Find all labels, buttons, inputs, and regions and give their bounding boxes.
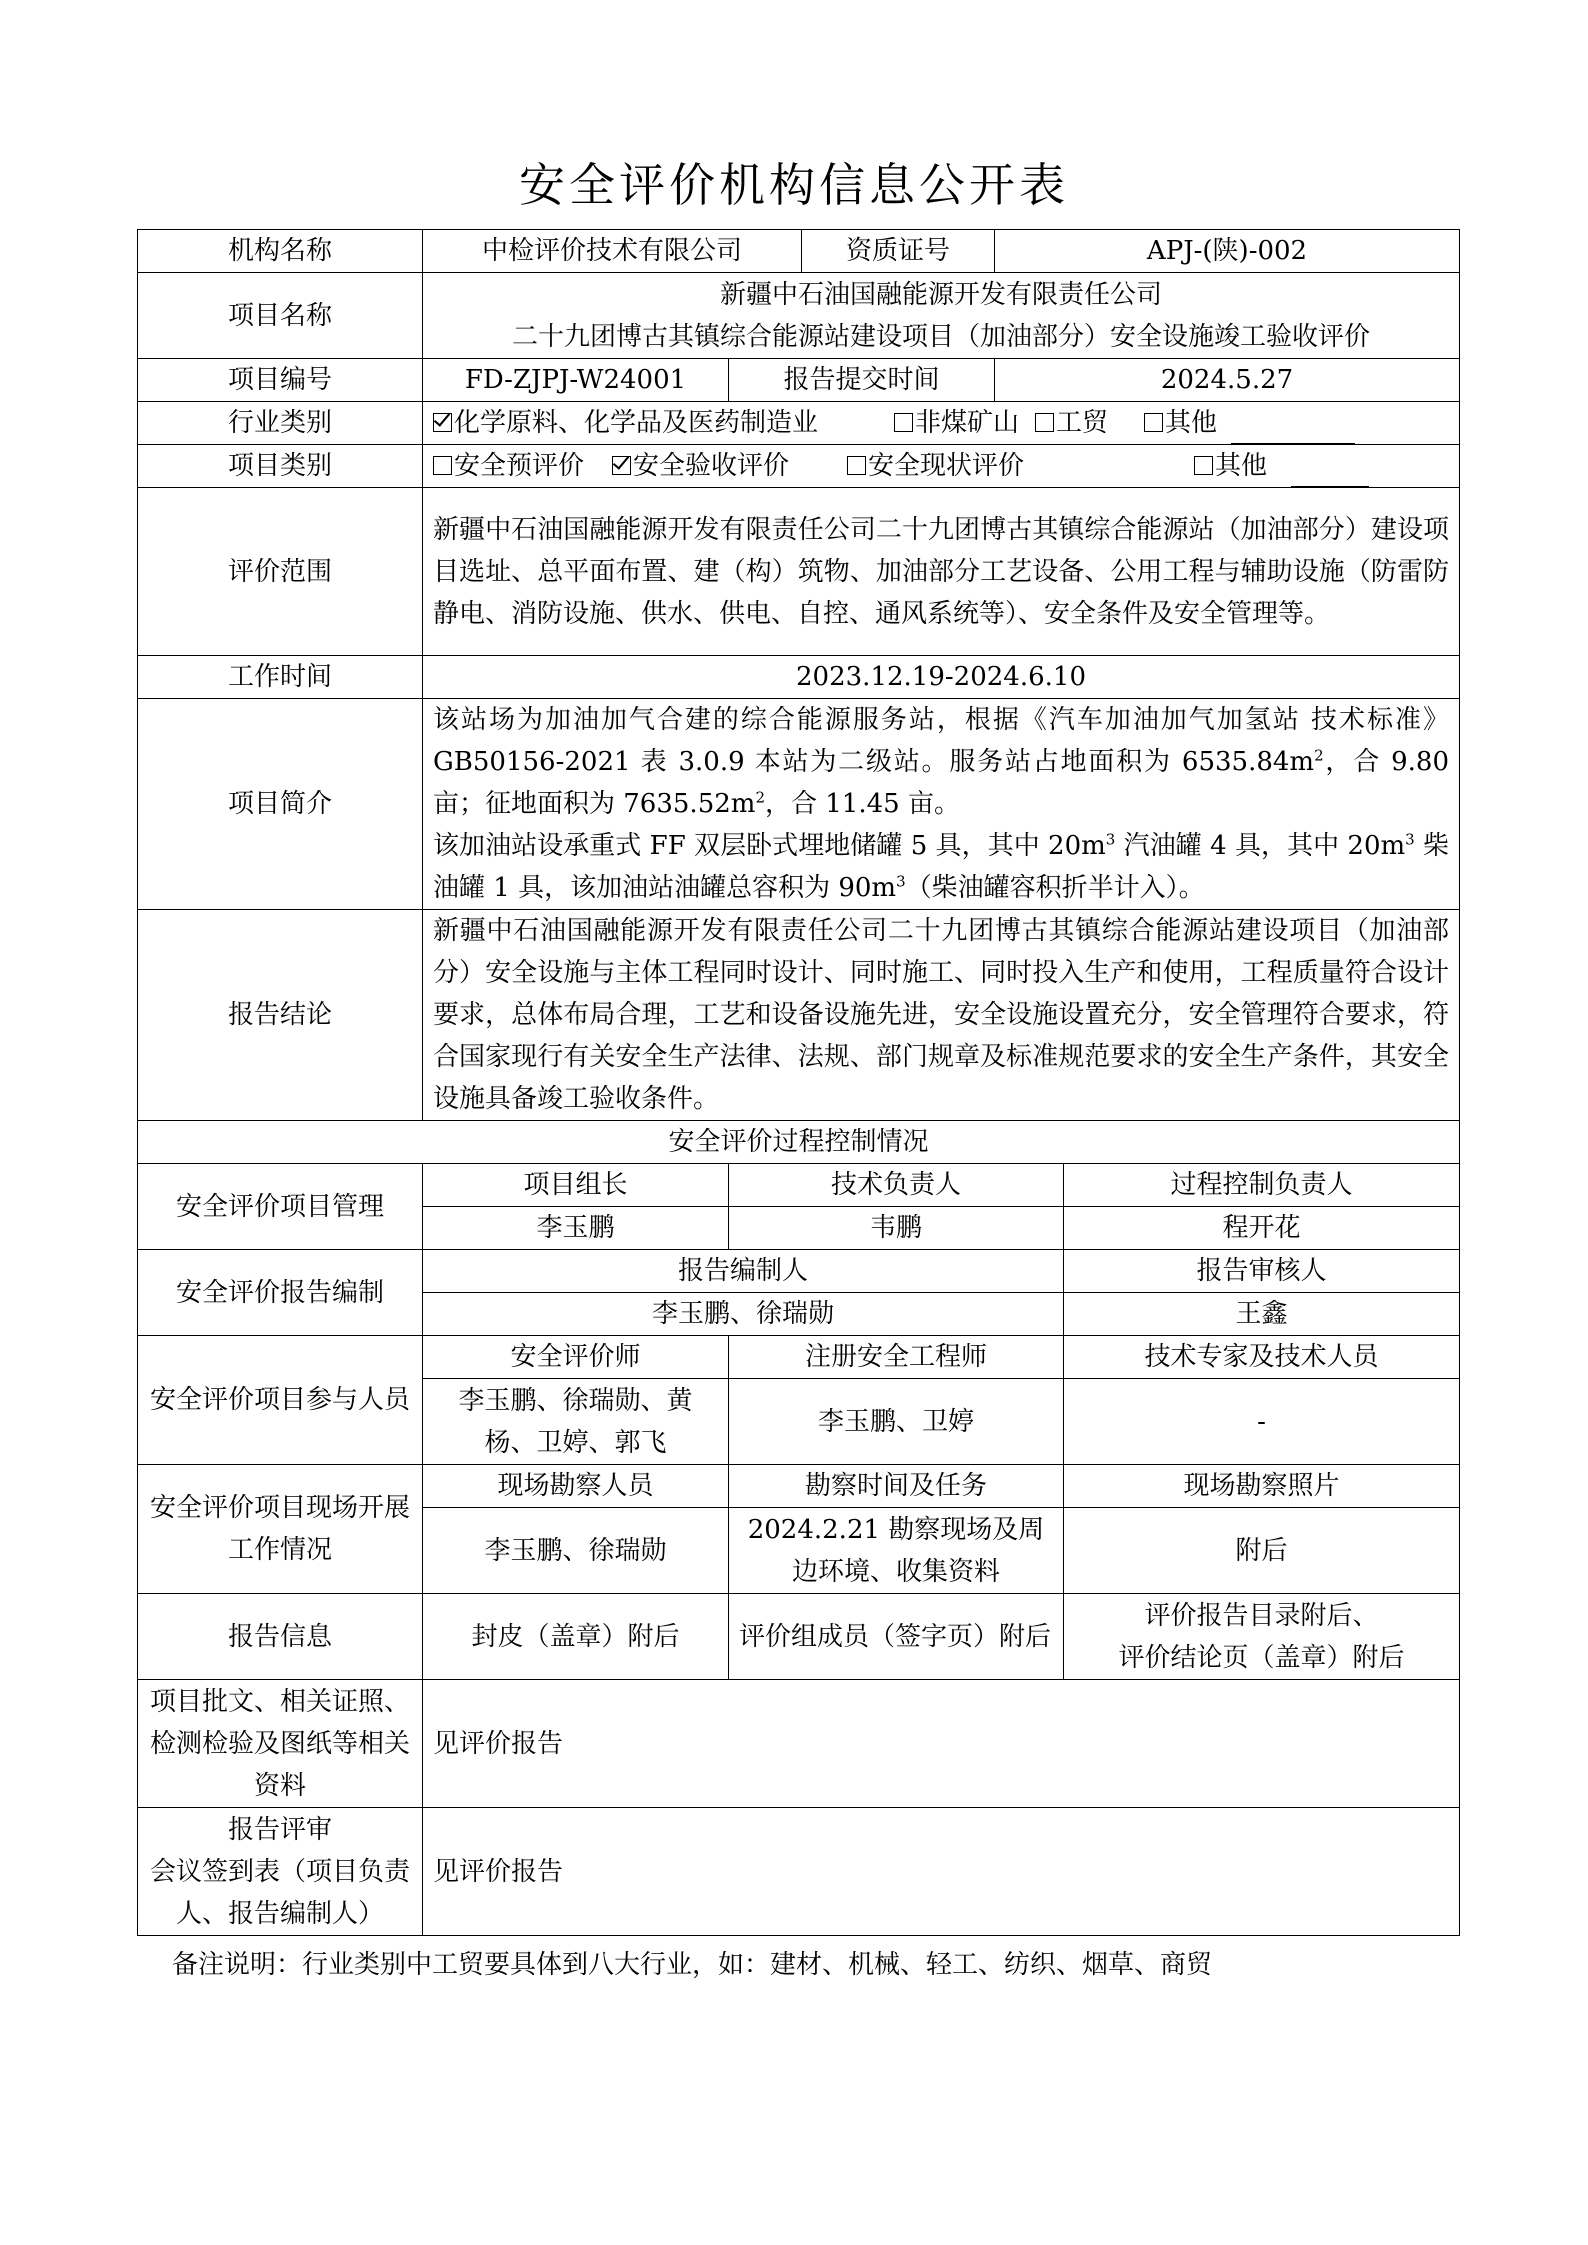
org-row xyxy=(138,230,1460,273)
site-time: 2024.2.21 勘察现场及周边环境、收集资料 xyxy=(729,1508,1064,1594)
scope-label: 评价范围 xyxy=(138,488,423,656)
project-no-value: FD-ZJPJ-W24001 xyxy=(423,359,729,402)
checkbox-icon xyxy=(1194,456,1213,475)
industry-option-mining-label: 非煤矿山 xyxy=(915,408,1020,438)
org-value: 中检评价技术有限公司 xyxy=(423,230,802,273)
project-no-label: 项目编号 xyxy=(138,359,423,402)
type-option-pre-label: 安全预评价 xyxy=(454,451,585,481)
intro-paragraph-2: 该加油站设承重式 FF 双层卧式埋地储罐 5 具，其中 $20m^3$ 汽油罐 4 具，其中 $20m^3$ 柴油罐 1 具，该加油站油罐总容积为 $90m^3$（柴油罐容积折半计入）。 xyxy=(433,830,1450,903)
site-staff: 李玉鹏、徐瑞勋 xyxy=(423,1508,729,1594)
report-info-cover: 封皮（盖章）附后 xyxy=(423,1594,729,1680)
docs-label: 项目批文、相关证照、检测检验及图纸等相关资料 xyxy=(138,1680,423,1808)
checked-box-icon xyxy=(612,456,631,475)
checkbox-icon xyxy=(1035,413,1054,432)
report-info-contents-line2: 评价结论页（盖章）附后 xyxy=(1118,1642,1405,1673)
compile-label: 安全评价报告编制 xyxy=(138,1250,423,1336)
cert-label: 资质证号 xyxy=(802,230,995,273)
industry-option-other[interactable] xyxy=(1144,402,1217,444)
work-time-value: 2023.12.19-2024.6.10 xyxy=(423,656,1460,699)
participants-evaluator: 李玉鹏、徐瑞勋、黄杨、卫婷、郭飞 xyxy=(423,1379,729,1465)
management-control: 程开花 xyxy=(1064,1207,1460,1250)
participants-header-evaluator: 安全评价师 xyxy=(423,1336,729,1379)
site-header-row xyxy=(138,1465,1460,1508)
intro-value xyxy=(423,699,1460,910)
management-header-tech: 技术负责人 xyxy=(729,1164,1064,1207)
info-table xyxy=(137,229,1460,1936)
compile-header-row xyxy=(138,1250,1460,1293)
compile-header-reviewer: 报告审核人 xyxy=(1064,1250,1460,1293)
signin-label-line1: 报告评审 xyxy=(227,1814,332,1845)
submit-time-value: 2024.5.27 xyxy=(995,359,1460,402)
checkbox-icon xyxy=(847,456,866,475)
checked-box-icon xyxy=(433,413,452,432)
industry-option-mining[interactable] xyxy=(894,402,1019,444)
report-info-signatures: 评价组成员（签字页）附后 xyxy=(729,1594,1064,1680)
checkbox-icon xyxy=(433,456,452,475)
checkbox-icon xyxy=(1144,413,1163,432)
site-header-time: 勘察时间及任务 xyxy=(729,1465,1064,1508)
signin-label xyxy=(138,1808,423,1936)
industry-option-chemical[interactable] xyxy=(433,402,818,444)
industry-option-trade-label: 工贸 xyxy=(1056,408,1109,438)
project-no-row xyxy=(138,359,1460,402)
site-header-photos: 现场勘察照片 xyxy=(1064,1465,1460,1508)
footnote: 备注说明：行业类别中工贸要具体到八大行业，如：建材、机械、轻工、纺织、烟草、商贸 xyxy=(172,1950,1213,1980)
industry-label: 行业类别 xyxy=(138,402,423,445)
compile-header-author: 报告编制人 xyxy=(423,1250,1064,1293)
participants-engineer: 李玉鹏、卫婷 xyxy=(729,1379,1064,1465)
page-title: 安全评价机构信息公开表 xyxy=(519,158,1069,212)
compile-author: 李玉鹏、徐瑞勋 xyxy=(423,1293,1064,1336)
project-type-row xyxy=(138,445,1460,488)
compile-reviewer: 王鑫 xyxy=(1064,1293,1460,1336)
process-title-row xyxy=(138,1121,1460,1164)
intro-paragraph-1: 该站场为加油加气合建的综合能源服务站，根据《汽车加油加气加氢站 技术标准》GB50156-2021 表 3.0.9 本站为二级站。服务站占地面积为 $6535.84m^2$，合 9.80 亩；征地面积为 $7635.52m^2$，合 11.45 亩。 xyxy=(433,705,1450,819)
type-option-status[interactable] xyxy=(847,445,1024,487)
project-name-line1: 新疆中石油国融能源开发有限责任公司 xyxy=(720,279,1163,310)
scope-row xyxy=(138,488,1460,656)
scope-value: 新疆中石油国融能源开发有限责任公司二十九团博古其镇综合能源站（加油部分）建设项目选址、总平面布置、建（构）筑物、加油部分工艺设备、公用工程与辅助设施（防雷防静电、消防设施、供水、供电、自控、通风系统等）、安全条件及安全管理等。 xyxy=(423,488,1460,656)
type-option-acceptance-label: 安全验收评价 xyxy=(633,451,790,481)
project-name-line2: 二十九团博古其镇综合能源站建设项目（加油部分）安全设施竣工验收评价 xyxy=(512,321,1371,352)
intro-row xyxy=(138,699,1460,910)
conclusion-label: 报告结论 xyxy=(138,910,423,1121)
industry-other-blank xyxy=(1231,413,1355,444)
project-name-value xyxy=(423,273,1460,359)
management-header-row xyxy=(138,1164,1460,1207)
submit-time-label: 报告提交时间 xyxy=(729,359,995,402)
management-header-control: 过程控制负责人 xyxy=(1064,1164,1460,1207)
project-type-label: 项目类别 xyxy=(138,445,423,488)
industry-option-chemical-label: 化学原料、化学品及医药制造业 xyxy=(454,408,819,438)
checkbox-icon xyxy=(894,413,913,432)
management-header-leader: 项目组长 xyxy=(423,1164,729,1207)
report-info-contents xyxy=(1064,1594,1460,1680)
site-label: 安全评价项目现场开展工作情况 xyxy=(138,1465,423,1594)
management-tech: 韦鹏 xyxy=(729,1207,1064,1250)
work-time-row xyxy=(138,656,1460,699)
signin-label-line2: 会议签到表（项目负责人、报告编制人） xyxy=(149,1856,410,1929)
industry-option-other-label: 其他 xyxy=(1165,408,1218,438)
industry-row xyxy=(138,402,1460,445)
signin-value: 见评价报告 xyxy=(423,1808,1460,1936)
work-time-label: 工作时间 xyxy=(138,656,423,699)
site-photos: 附后 xyxy=(1064,1508,1460,1594)
cert-value: APJ-(陕)-002 xyxy=(995,230,1460,273)
project-name-label: 项目名称 xyxy=(138,273,423,359)
process-title: 安全评价过程控制情况 xyxy=(138,1121,1460,1164)
type-other-blank xyxy=(1291,456,1369,487)
report-info-contents-line1: 评价报告目录附后、 xyxy=(1144,1600,1379,1631)
type-option-pre[interactable] xyxy=(433,445,584,487)
participants-expert: - xyxy=(1064,1379,1460,1465)
docs-value: 见评价报告 xyxy=(423,1680,1460,1808)
industry-options xyxy=(423,402,1460,445)
type-option-other-label: 其他 xyxy=(1215,451,1268,481)
participants-label: 安全评价项目参与人员 xyxy=(138,1336,423,1465)
participants-header-row xyxy=(138,1336,1460,1379)
docs-row xyxy=(138,1680,1460,1808)
report-info-label: 报告信息 xyxy=(138,1594,423,1680)
signin-row xyxy=(138,1808,1460,1936)
org-label: 机构名称 xyxy=(138,230,423,273)
industry-option-trade[interactable] xyxy=(1035,402,1108,444)
type-option-other[interactable] xyxy=(1194,445,1267,487)
type-option-status-label: 安全现状评价 xyxy=(868,451,1025,481)
project-type-options xyxy=(423,445,1460,488)
type-option-acceptance[interactable] xyxy=(612,445,789,487)
project-name-row xyxy=(138,273,1460,359)
conclusion-value: 新疆中石油国融能源开发有限责任公司二十九团博古其镇综合能源站建设项目（加油部分）安全设施与主体工程同时设计、同时施工、同时投入生产和使用，工程质量符合设计要求，总体布局合理，工艺和设备设施先进，安全设施设置充分，安全管理符合要求，符合国家现行有关安全生产法律、法规、部门规章及标准规范要求的安全生产条件，其安全设施具备竣工验收条件。 xyxy=(423,910,1460,1121)
management-leader: 李玉鹏 xyxy=(423,1207,729,1250)
report-info-row xyxy=(138,1594,1460,1680)
participants-header-expert: 技术专家及技术人员 xyxy=(1064,1336,1460,1379)
conclusion-row xyxy=(138,910,1460,1121)
participants-header-engineer: 注册安全工程师 xyxy=(729,1336,1064,1379)
site-header-staff: 现场勘察人员 xyxy=(423,1465,729,1508)
management-label: 安全评价项目管理 xyxy=(138,1164,423,1250)
intro-label: 项目简介 xyxy=(138,699,423,910)
